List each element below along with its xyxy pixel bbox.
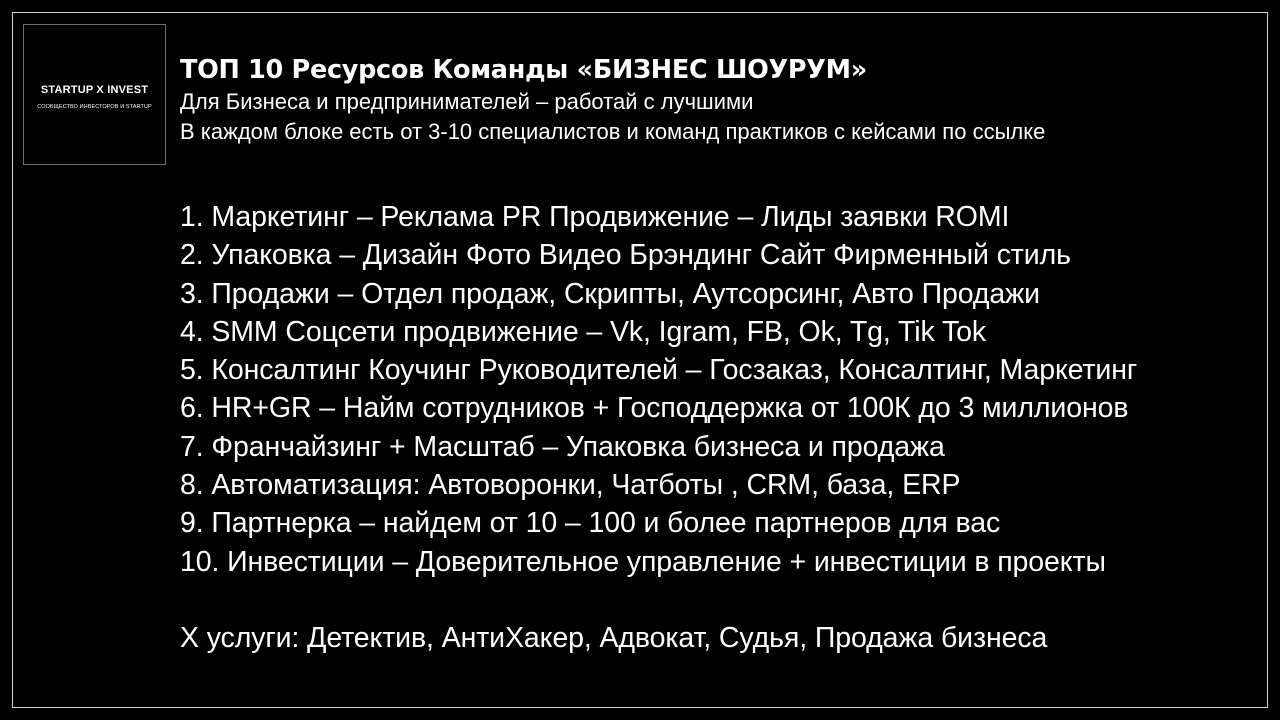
list-item-hr-gr: 6. HR+GR – Найм сотрудников + Господдержка от 100К до 3 миллионов bbox=[180, 392, 1129, 425]
list-item-packaging: 2. Упаковка – Дизайн Фото Видео Брэндинг Сайт Фирменный стиль bbox=[180, 239, 1071, 272]
list-item-automation: 8. Автоматизация: Автоворонки, Чатботы , CRM, база, ERP bbox=[180, 469, 961, 502]
extra-services: Х услуги: Детектив, АнтиХакер, Адвокат, Судья, Продажа бизнеса bbox=[180, 622, 1048, 654]
subtitle-line-1: Для Бизнеса и предпринимателей – работай с лучшими bbox=[180, 89, 754, 114]
list-item-partners: 9. Партнерка – найдем от 10 – 100 и более партнеров для вас bbox=[180, 507, 1001, 540]
logo bbox=[23, 24, 166, 165]
subtitle-line-2: В каждом блоке есть от 3-10 специалистов и команд практиков с кейсами по ссылке bbox=[180, 119, 1046, 144]
resource-list bbox=[180, 198, 1137, 581]
list-item-franchising: 7. Франчайзинг + Масштаб – Упаковка бизнеса и продажа bbox=[180, 430, 945, 463]
header bbox=[180, 53, 1045, 147]
logo-subtitle: СООБЩЕСТВО ИНВЕСТОРОВ И STARTUP bbox=[37, 103, 152, 110]
list-item-sales: 3. Продажи – Отдел продаж, Скрипты, Аутсорсинг, Авто Продажи bbox=[180, 277, 1040, 310]
list-item-smm: 4. SMM Соцсети продвижение – Vk, Igram, FB, Ok, Tg, Tik Tok bbox=[180, 315, 987, 348]
list-item-consulting: 5. Консалтинг Коучинг Руководителей – Госзаказ, Консалтинг, Маркетинг bbox=[180, 354, 1138, 387]
list-item-investments: 10. Инвестиции – Доверительное управление + инвестиции в проекты bbox=[180, 545, 1106, 578]
logo-title: STARTUP X INVEST bbox=[40, 83, 149, 96]
page-title: ТОП 10 Ресурсов Команды «БИЗНЕС ШОУРУМ» bbox=[180, 55, 867, 85]
list-item-marketing: 1. Маркетинг – Реклама PR Продвижение – Лиды заявки ROMI bbox=[180, 201, 1010, 233]
